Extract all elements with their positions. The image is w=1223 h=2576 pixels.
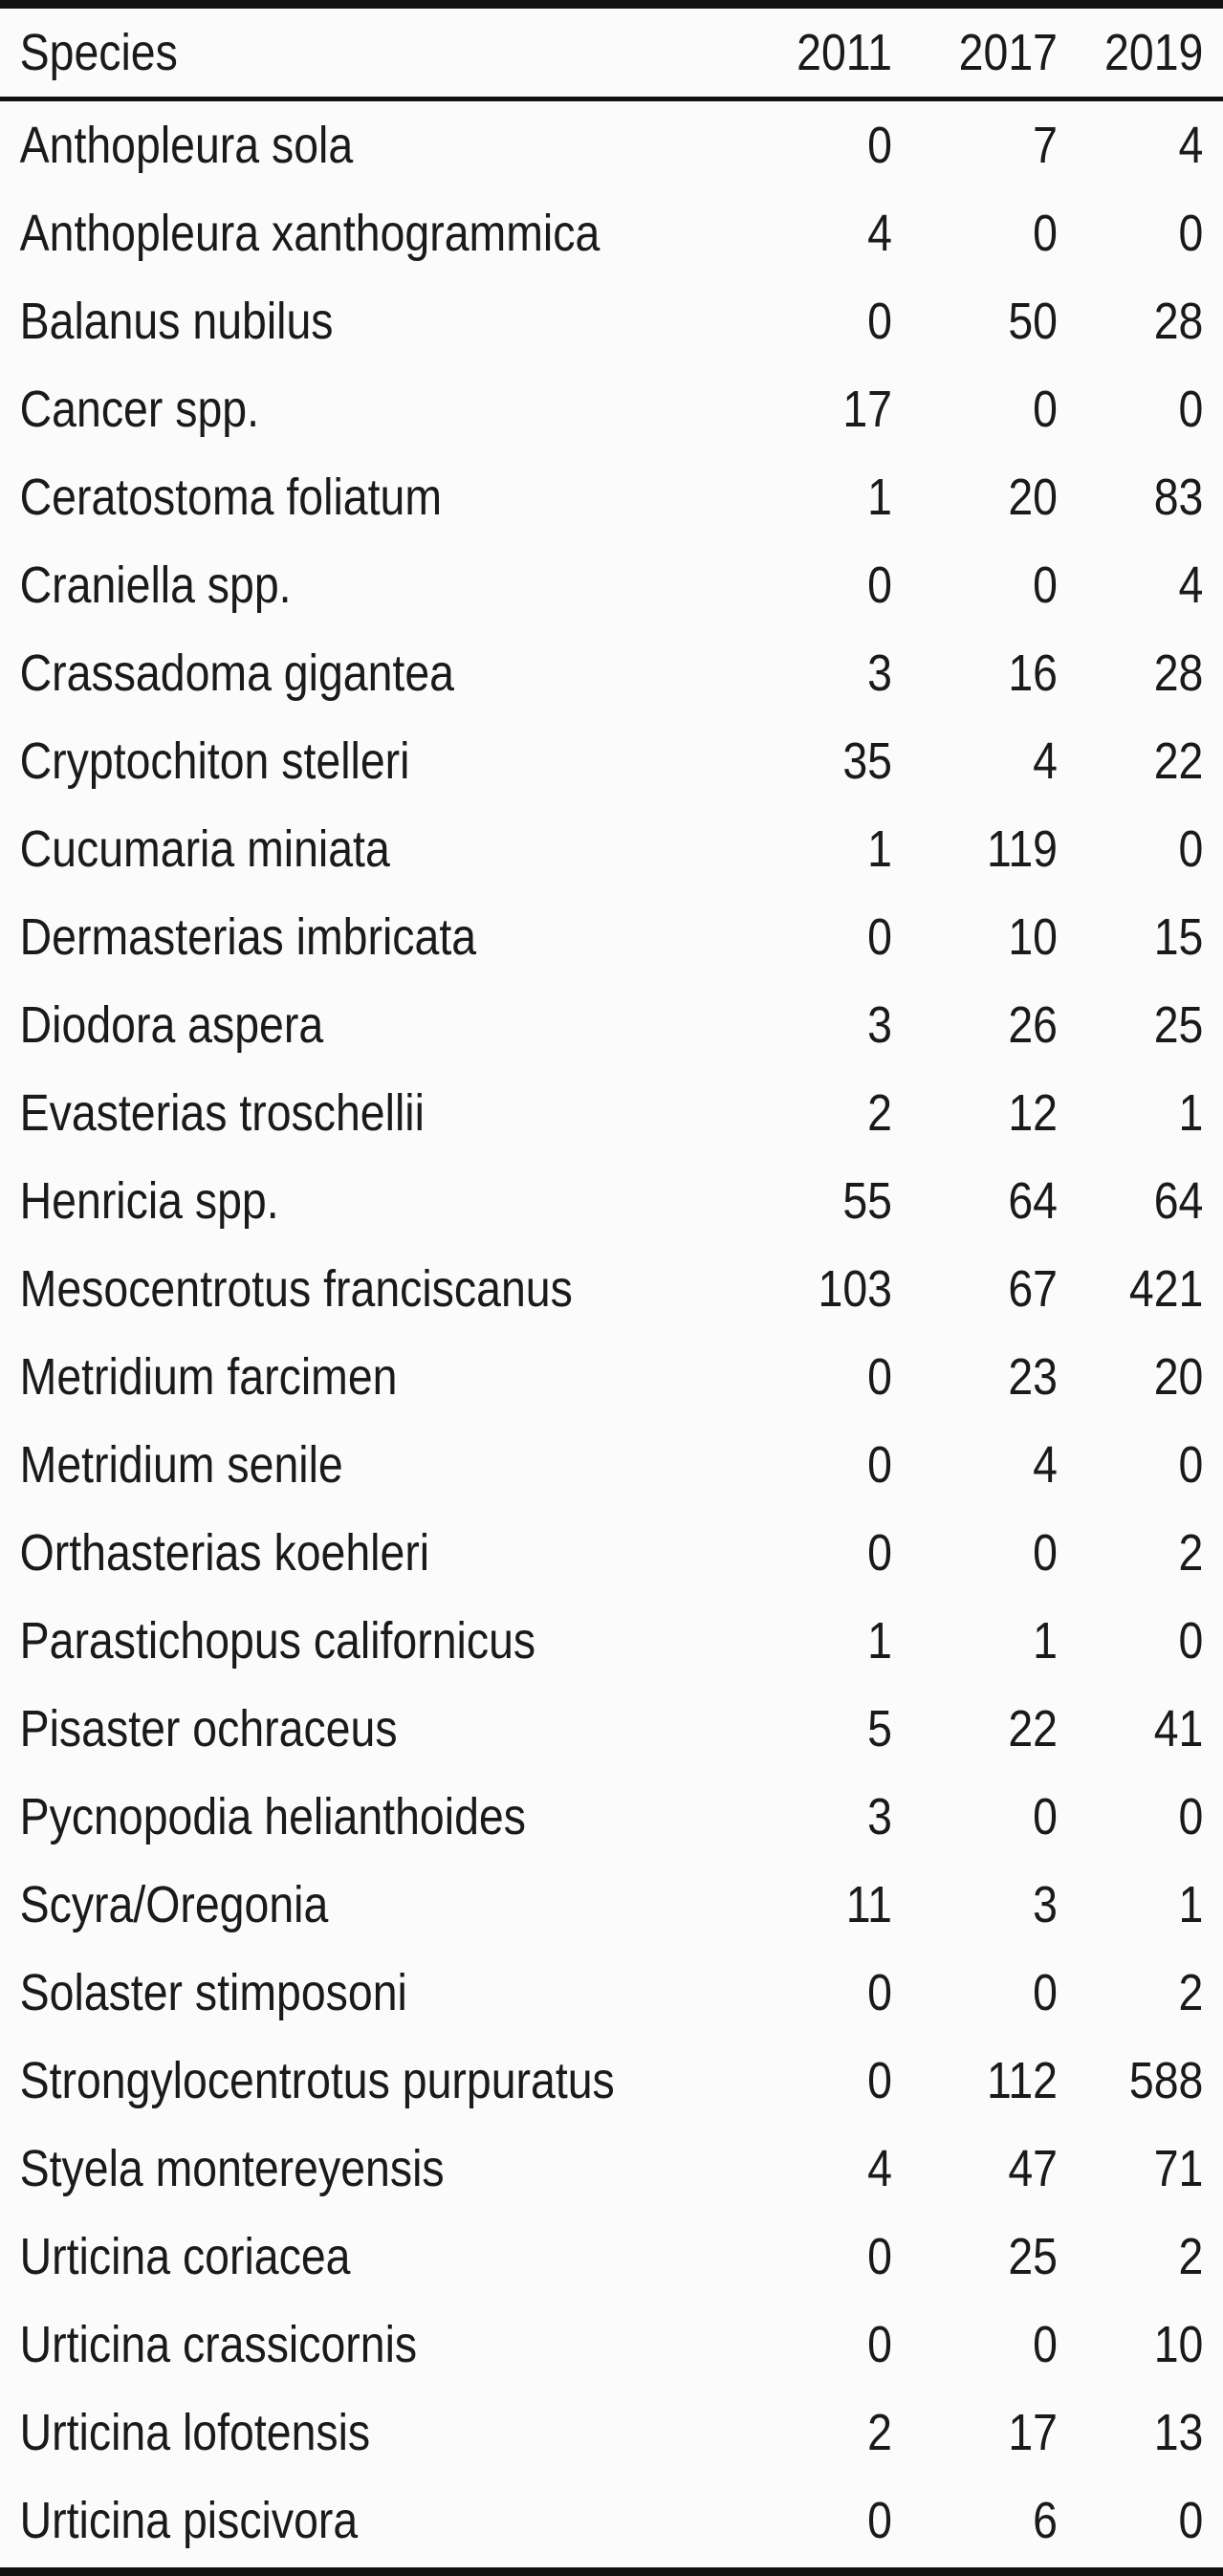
count-2017-cell: 0: [1033, 1788, 1058, 1845]
table-row: [0, 1069, 1223, 1157]
count-2011-cell: 0: [867, 2492, 892, 2549]
count-2011-cell: 4: [867, 2140, 892, 2197]
species-cell: Cancer spp.: [19, 381, 260, 438]
table-body: [0, 99, 1223, 2565]
count-2019-cell: 25: [1153, 996, 1204, 1054]
header-2019: 2019: [1104, 24, 1204, 81]
count-2019-cell: 83: [1153, 469, 1204, 526]
count-2017-cell: 0: [1033, 557, 1058, 614]
count-2019-cell: 15: [1153, 908, 1204, 966]
count-2017-cell: 0: [1033, 1964, 1058, 2021]
count-2019-cell: 4: [1178, 117, 1204, 174]
count-2019-cell: 0: [1178, 1788, 1204, 1845]
table-row: [0, 893, 1223, 981]
species-cell: Pycnopodia helianthoides: [19, 1788, 526, 1845]
table-row: [0, 1861, 1223, 1949]
header-species: Species: [19, 24, 178, 81]
species-cell: Parastichopus californicus: [19, 1612, 536, 1670]
count-2011-cell: 11: [845, 1876, 892, 1933]
count-2017-cell: 67: [1008, 1260, 1058, 1318]
species-cell: Crassadoma gigantea: [19, 644, 455, 702]
table-row: [0, 2389, 1223, 2477]
count-2017-cell: 7: [1033, 117, 1058, 174]
count-2019-cell: 0: [1178, 1612, 1204, 1670]
count-2019-cell: 1: [1178, 1084, 1204, 1142]
count-2011-cell: 0: [867, 2228, 892, 2285]
header-2017: 2017: [958, 24, 1058, 81]
count-2019-cell: 64: [1153, 1172, 1204, 1230]
species-cell: Henricia spp.: [19, 1172, 279, 1230]
species-cell: Cryptochiton stelleri: [19, 732, 410, 790]
count-2011-cell: 2: [867, 2404, 892, 2461]
table-row: [0, 1509, 1223, 1597]
table-row: [0, 805, 1223, 893]
count-2011-cell: 3: [867, 996, 892, 1054]
count-2017-cell: 10: [1008, 908, 1058, 966]
species-cell: Dermasterias imbricata: [19, 908, 477, 966]
count-2019-cell: 28: [1153, 293, 1204, 350]
count-2011-cell: 0: [867, 557, 892, 614]
table-row: [0, 717, 1223, 805]
count-2019-cell: 20: [1153, 1348, 1204, 1406]
count-2011-cell: 3: [867, 644, 892, 702]
count-2019-cell: 2: [1178, 1964, 1204, 2021]
species-cell: Evasterias troschellii: [19, 1084, 425, 1142]
count-2019-cell: 4: [1178, 557, 1204, 614]
count-2011-cell: 5: [867, 1700, 892, 1757]
count-2011-cell: 0: [867, 2316, 892, 2373]
count-2017-cell: 25: [1008, 2228, 1058, 2285]
species-cell: Urticina lofotensis: [19, 2404, 371, 2461]
table-row: [0, 1421, 1223, 1509]
species-cell: Metridium senile: [19, 1436, 343, 1494]
count-2017-cell: 6: [1033, 2492, 1058, 2549]
count-2011-cell: 3: [867, 1788, 892, 1845]
table-row: [0, 1949, 1223, 2037]
table-header: [0, 9, 1223, 99]
table-row: [0, 2301, 1223, 2389]
count-2019-cell: 588: [1128, 2052, 1204, 2109]
count-2011-cell: 0: [867, 293, 892, 350]
table-row: [0, 1597, 1223, 1685]
count-2017-cell: 119: [986, 820, 1058, 878]
count-2017-cell: 23: [1008, 1348, 1058, 1406]
species-cell: Anthopleura xanthogrammica: [19, 205, 601, 262]
species-cell: Urticina piscivora: [19, 2492, 359, 2549]
count-2011-cell: 0: [867, 1436, 892, 1494]
count-2011-cell: 0: [867, 2052, 892, 2109]
species-cell: Metridium farcimen: [19, 1348, 398, 1406]
header-2011: 2011: [797, 24, 892, 81]
count-2011-cell: 2: [867, 1084, 892, 1142]
count-2011-cell: 0: [867, 117, 892, 174]
table-row: [0, 1245, 1223, 1333]
table-row: [0, 541, 1223, 629]
count-2019-cell: 2: [1178, 1524, 1204, 1582]
table-row: [0, 629, 1223, 717]
species-cell: Craniella spp.: [19, 557, 292, 614]
count-2011-cell: 1: [867, 469, 892, 526]
table-row: [0, 365, 1223, 453]
count-2019-cell: 13: [1153, 2404, 1204, 2461]
table-row: [0, 2125, 1223, 2213]
species-cell: Solaster stimposoni: [19, 1964, 407, 2021]
table-row: [0, 277, 1223, 365]
species-cell: Cucumaria miniata: [19, 820, 390, 878]
count-2019-cell: 41: [1153, 1700, 1204, 1757]
count-2019-cell: 0: [1178, 205, 1204, 262]
count-2019-cell: 10: [1153, 2316, 1204, 2373]
table-row: [0, 981, 1223, 1069]
count-2017-cell: 1: [1033, 1612, 1058, 1670]
count-2017-cell: 50: [1008, 293, 1058, 350]
count-2017-cell: 0: [1033, 2316, 1058, 2373]
count-2017-cell: 16: [1008, 644, 1058, 702]
count-2017-cell: 0: [1033, 381, 1058, 438]
count-2017-cell: 4: [1033, 1436, 1058, 1494]
header-row: [0, 9, 1223, 99]
count-2017-cell: 112: [986, 2052, 1058, 2109]
species-cell: Balanus nubilus: [19, 293, 334, 350]
count-2017-cell: 20: [1008, 469, 1058, 526]
count-2011-cell: 17: [842, 381, 892, 438]
table-row: [0, 2213, 1223, 2301]
count-2019-cell: 22: [1153, 732, 1204, 790]
count-2017-cell: 0: [1033, 1524, 1058, 1582]
count-2011-cell: 0: [867, 1964, 892, 2021]
count-2019-cell: 28: [1153, 644, 1204, 702]
count-2011-cell: 4: [867, 205, 892, 262]
species-cell: Urticina coriacea: [19, 2228, 351, 2285]
count-2017-cell: 4: [1033, 732, 1058, 790]
count-2011-cell: 55: [842, 1172, 892, 1230]
species-cell: Urticina crassicornis: [19, 2316, 418, 2373]
count-2017-cell: 47: [1008, 2140, 1058, 2197]
species-count-table: [0, 9, 1223, 2565]
count-2017-cell: 17: [1008, 2404, 1058, 2461]
table-row: [0, 1773, 1223, 1861]
count-2019-cell: 71: [1153, 2140, 1204, 2197]
table-row: [0, 2477, 1223, 2565]
count-2019-cell: 2: [1178, 2228, 1204, 2285]
table-row: [0, 99, 1223, 190]
count-2011-cell: 0: [867, 1524, 892, 1582]
species-cell: Scyra/Oregonia: [19, 1876, 329, 1933]
count-2017-cell: 12: [1008, 1084, 1058, 1142]
count-2011-cell: 0: [867, 1348, 892, 1406]
count-2017-cell: 26: [1008, 996, 1058, 1054]
count-2019-cell: 0: [1178, 820, 1204, 878]
species-cell: Pisaster ochraceus: [19, 1700, 398, 1757]
count-2019-cell: 0: [1178, 1436, 1204, 1494]
count-2011-cell: 1: [867, 820, 892, 878]
count-2017-cell: 64: [1008, 1172, 1058, 1230]
species-cell: Diodora aspera: [19, 996, 324, 1054]
table-row: [0, 2037, 1223, 2125]
table-row: [0, 453, 1223, 541]
species-cell: Orthasterias koehleri: [19, 1524, 430, 1582]
table-row: [0, 1157, 1223, 1245]
count-2017-cell: 3: [1033, 1876, 1058, 1933]
count-2011-cell: 0: [867, 908, 892, 966]
count-2017-cell: 22: [1008, 1700, 1058, 1757]
count-2017-cell: 0: [1033, 205, 1058, 262]
table-row: [0, 1685, 1223, 1773]
species-cell: Styela montereyensis: [19, 2140, 445, 2197]
count-2011-cell: 35: [842, 732, 892, 790]
count-2011-cell: 103: [818, 1260, 892, 1318]
count-2019-cell: 0: [1178, 2492, 1204, 2549]
count-2011-cell: 1: [867, 1612, 892, 1670]
species-cell: Strongylocentrotus purpuratus: [19, 2052, 615, 2109]
count-2019-cell: 421: [1128, 1260, 1204, 1318]
count-2019-cell: 1: [1178, 1876, 1204, 1933]
species-cell: Ceratostoma foliatum: [19, 469, 443, 526]
species-cell: Mesocentrotus franciscanus: [19, 1260, 573, 1318]
table-row: [0, 189, 1223, 277]
table-row: [0, 1333, 1223, 1421]
count-2019-cell: 0: [1178, 381, 1204, 438]
species-cell: Anthopleura sola: [19, 117, 354, 174]
